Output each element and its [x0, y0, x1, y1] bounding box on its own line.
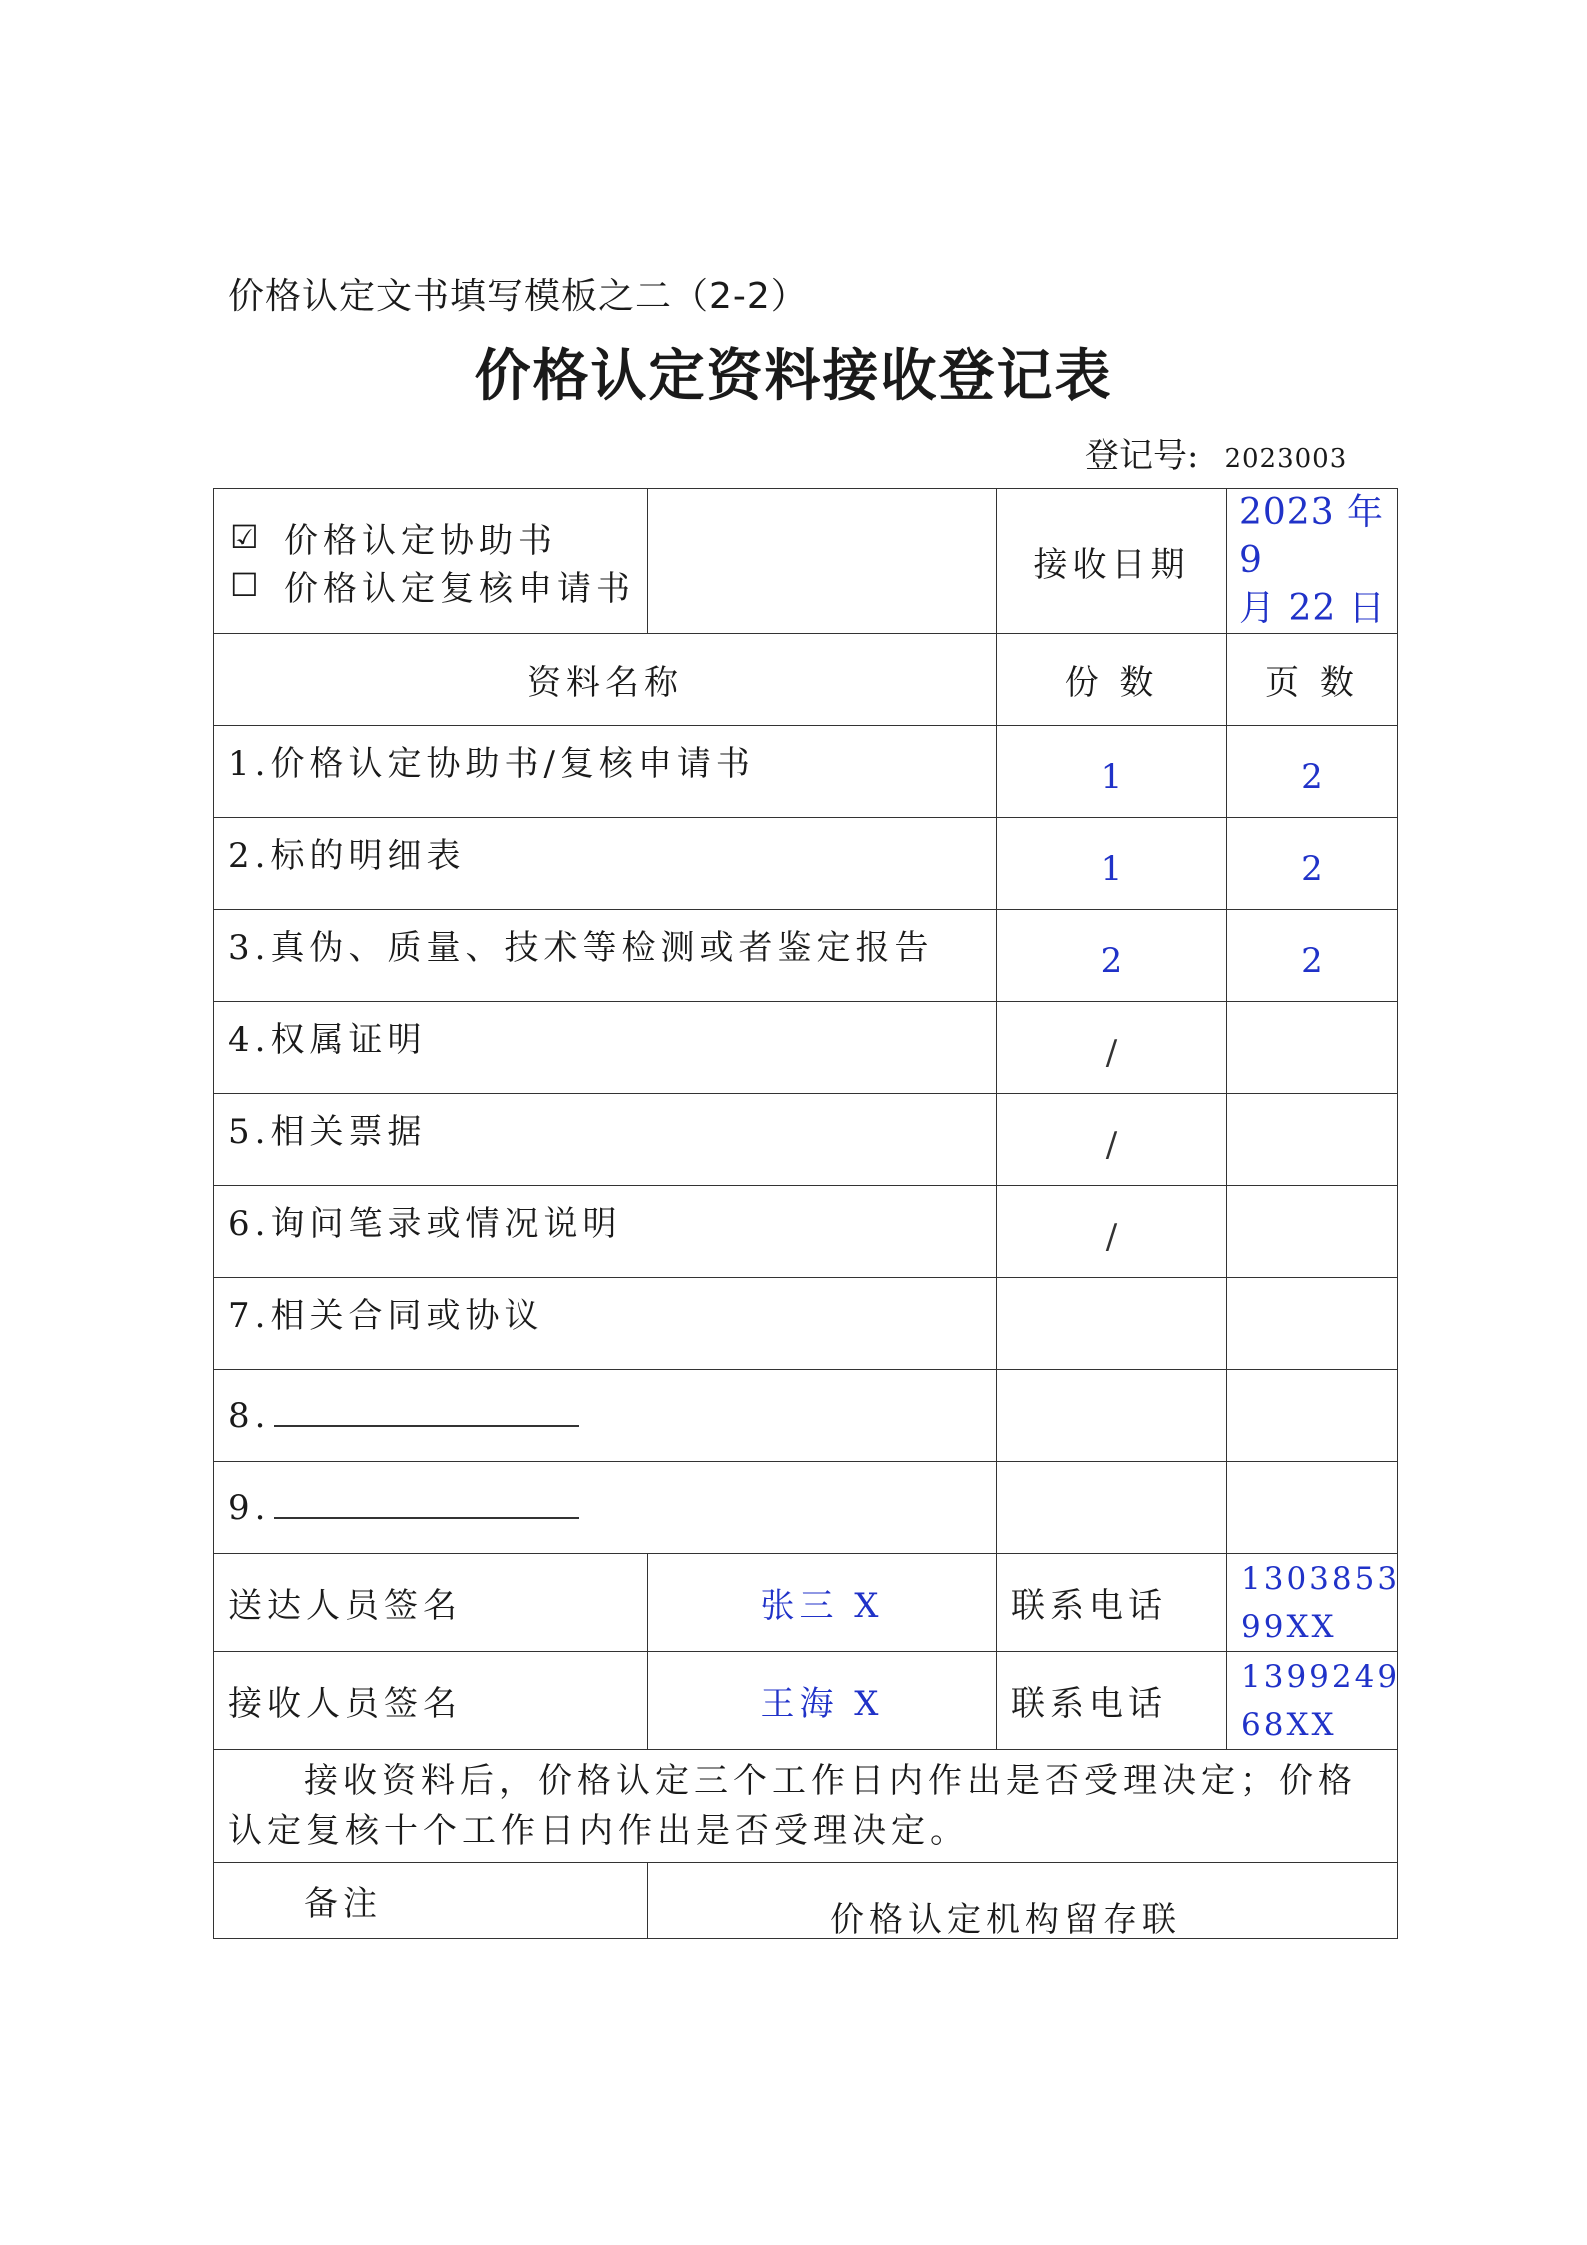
receiver-label: 接收人员签名 — [214, 1652, 648, 1750]
material-name: 1.价格认定协助书/复核申请书 — [214, 726, 997, 818]
sender-signature[interactable]: 张三 X — [648, 1554, 997, 1652]
remarks-row — [214, 1863, 1398, 1939]
phone-line: 68XX — [1241, 1706, 1337, 1743]
sender-label: 送达人员签名 — [214, 1554, 648, 1652]
notice-row — [214, 1750, 1398, 1863]
type-option-label: 价格认定协助书 — [284, 520, 557, 561]
remarks-label: 备注 — [214, 1863, 648, 1939]
receive-date-line: 月 22 日 — [1239, 588, 1386, 629]
receive-date-label: 接收日期 — [997, 489, 1227, 634]
material-name: 3.真伪、质量、技术等检测或者鉴定报告 — [214, 910, 997, 1002]
blank-item-row — [214, 1370, 1398, 1462]
copies-value[interactable]: 2 — [997, 910, 1227, 1002]
sender-phone-label: 联系电话 — [997, 1554, 1227, 1652]
column-header-row — [214, 634, 1398, 726]
fill-in-line[interactable] — [274, 1489, 579, 1519]
pages-value[interactable] — [1227, 1002, 1398, 1094]
material-name-header: 资料名称 — [214, 634, 997, 726]
material-name: 6.询问笔录或情况说明 — [214, 1186, 997, 1278]
copies-value[interactable]: / — [997, 1002, 1227, 1094]
copies-header: 份 数 — [997, 634, 1227, 726]
checkbox-checked-icon[interactable]: ☑ — [230, 518, 259, 556]
receiver-phone-label: 联系电话 — [997, 1652, 1227, 1750]
blank-item-cell[interactable] — [214, 1370, 997, 1462]
type-option-label: 价格认定复核申请书 — [284, 568, 635, 609]
receive-date-line: 2023 年 9 — [1239, 492, 1385, 581]
sender-row — [214, 1554, 1398, 1652]
copies-value[interactable] — [997, 1462, 1227, 1554]
registration-table — [213, 488, 1401, 1939]
table-row — [214, 1094, 1398, 1186]
blank-item-number: 8. — [228, 1395, 271, 1436]
checkbox-unchecked-icon[interactable]: ☐ — [230, 566, 259, 604]
type-row — [214, 489, 1398, 634]
sender-phone-value[interactable] — [1227, 1554, 1401, 1652]
copies-value[interactable]: 1 — [997, 726, 1227, 818]
copies-value[interactable]: / — [997, 1094, 1227, 1186]
table-row — [214, 726, 1398, 818]
material-name: 7.相关合同或协议 — [214, 1278, 997, 1370]
phone-line: 1399249 — [1241, 1658, 1401, 1695]
copies-value[interactable] — [997, 1370, 1227, 1462]
receiver-signature[interactable]: 王海 X — [648, 1652, 997, 1750]
table-row — [214, 818, 1398, 910]
copies-value[interactable]: / — [997, 1186, 1227, 1278]
footer-copy-label: 价格认定机构留存联 — [830, 1900, 1181, 1940]
phone-line: 99XX — [1241, 1608, 1337, 1645]
pages-value[interactable]: 2 — [1227, 910, 1398, 1002]
form-title: 价格认定资料接收登记表 — [474, 344, 1113, 409]
table-row — [214, 1278, 1398, 1370]
pages-value[interactable]: 2 — [1227, 726, 1398, 818]
table-row — [214, 1186, 1398, 1278]
copies-value[interactable]: 1 — [997, 818, 1227, 910]
fill-in-line[interactable] — [274, 1397, 579, 1427]
pages-value[interactable] — [1227, 1094, 1398, 1186]
notice-text — [214, 1750, 1398, 1863]
template-subtitle: 价格认定文书填写模板之二（2-2） — [228, 276, 808, 317]
blank-item-cell[interactable] — [214, 1462, 997, 1554]
type-blank-cell — [648, 489, 997, 634]
pages-value[interactable] — [1227, 1186, 1398, 1278]
copies-value[interactable] — [997, 1278, 1227, 1370]
blank-item-row — [214, 1462, 1398, 1554]
receiver-row — [214, 1652, 1398, 1750]
registration-value: 2023003 — [1224, 444, 1348, 474]
registration-label: 登记号: — [1085, 436, 1199, 476]
pages-value[interactable]: 2 — [1227, 818, 1398, 910]
type-option-review[interactable] — [214, 561, 647, 609]
table-row — [214, 1002, 1398, 1094]
material-name: 2.标的明细表 — [214, 818, 997, 910]
material-name: 4.权属证明 — [214, 1002, 997, 1094]
pages-value[interactable] — [1227, 1370, 1398, 1462]
document-type-cell — [214, 489, 648, 634]
pages-value[interactable] — [1227, 1462, 1398, 1554]
type-option-assistance[interactable] — [214, 513, 647, 561]
material-name: 5.相关票据 — [214, 1094, 997, 1186]
receive-date-value[interactable] — [1227, 489, 1398, 634]
blank-item-number: 9. — [228, 1487, 271, 1528]
table-row — [214, 910, 1398, 1002]
receiver-phone-value[interactable] — [1227, 1652, 1401, 1750]
phone-line: 1303853 — [1241, 1560, 1401, 1597]
registration-number — [1085, 428, 1347, 477]
notice-content: 接收资料后，价格认定三个工作日内作出是否受理决定；价格认定复核十个工作日内作出是否受理决定。 — [228, 1761, 1357, 1851]
pages-header: 页 数 — [1227, 634, 1398, 726]
pages-value[interactable] — [1227, 1278, 1398, 1370]
